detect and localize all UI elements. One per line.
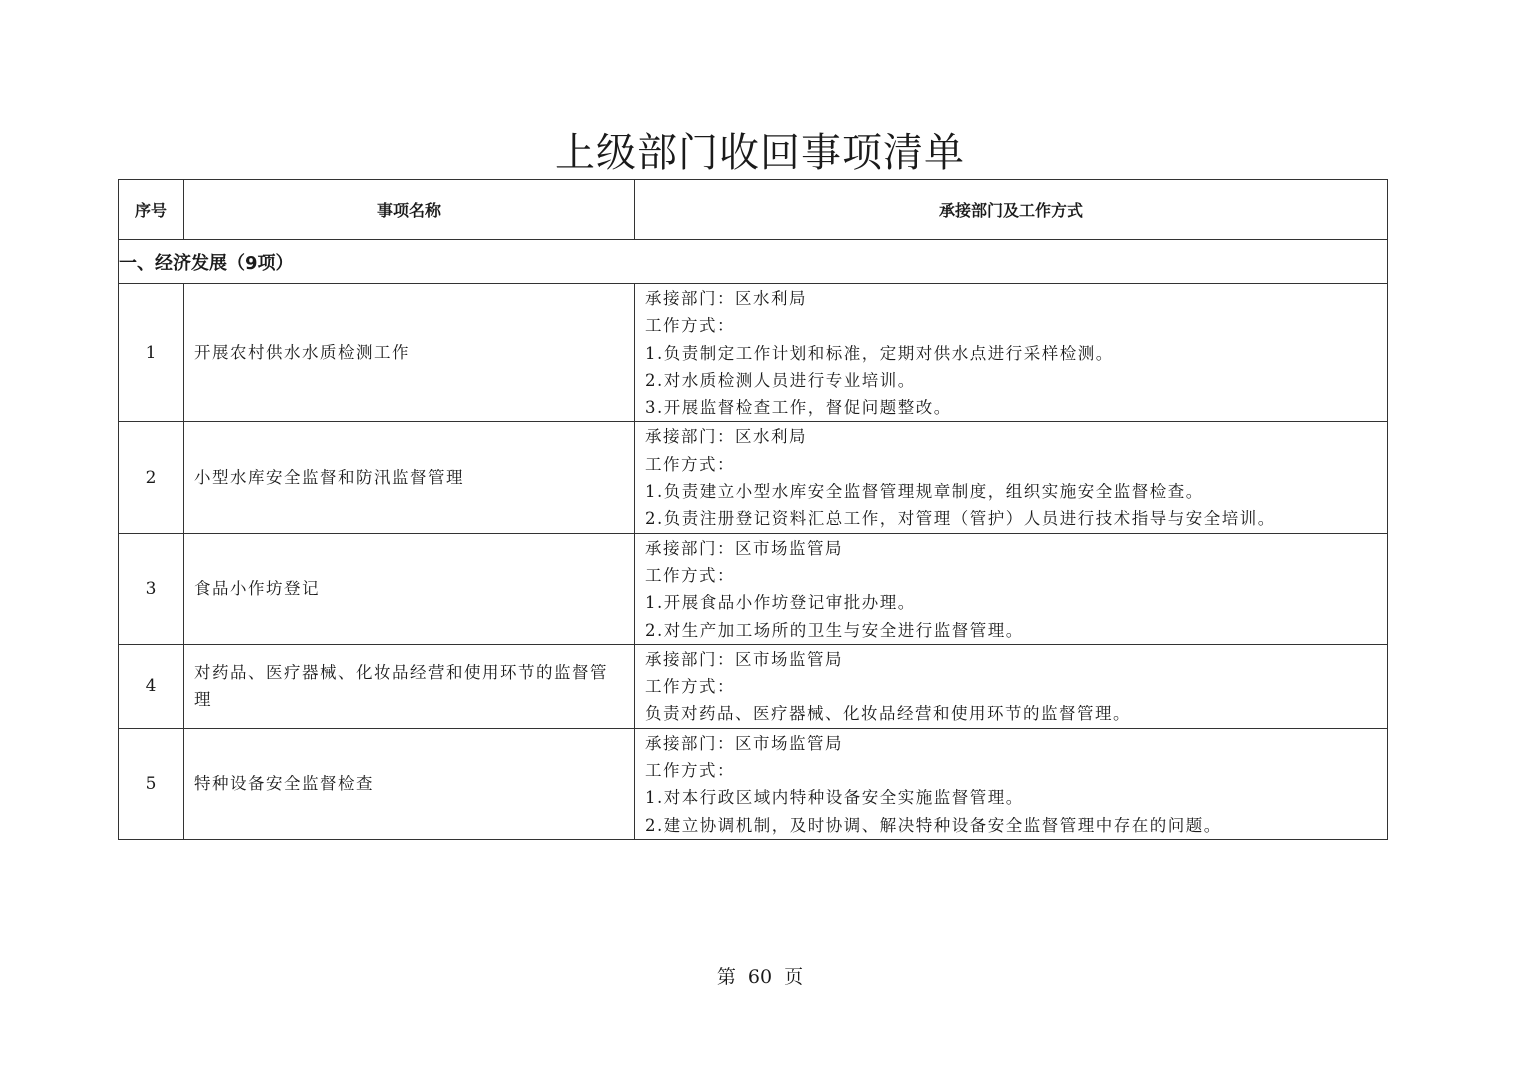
row-seq: 2 [119, 422, 184, 533]
row-seq: 4 [119, 644, 184, 728]
detail-line: 1.负责制定工作计划和标准，定期对供水点进行采样检测。 [645, 343, 1114, 363]
detail-line: 工作方式： [645, 454, 735, 474]
detail-line: 承接部门：区市场监管局 [645, 649, 843, 669]
row-detail [635, 533, 1388, 644]
detail-line: 2.对生产加工场所的卫生与安全进行监督管理。 [645, 620, 1024, 640]
detail-line: 承接部门：区市场监管局 [645, 538, 843, 558]
detail-line: 承接部门：区水利局 [645, 427, 807, 447]
detail-line: 承接部门：区水利局 [645, 289, 807, 308]
detail-line: 工作方式： [645, 677, 735, 697]
section-heading: 一、经济发展（9项） [119, 240, 1388, 284]
column-header-name: 事项名称 [184, 180, 635, 240]
column-header-seq: 序号 [119, 180, 184, 240]
detail-line: 承接部门：区市场监管局 [645, 733, 843, 753]
row-detail [635, 728, 1388, 839]
table-row [119, 533, 1388, 644]
section-row [119, 240, 1388, 284]
detail-line: 2.负责注册登记资料汇总工作，对管理（管护）人员进行技术指导与安全培训。 [645, 509, 1276, 529]
detail-line: 1.开展食品小作坊登记审批办理。 [645, 593, 916, 613]
items-table [118, 179, 1388, 840]
detail-line: 工作方式： [645, 761, 735, 781]
column-header-dept: 承接部门及工作方式 [635, 180, 1388, 240]
row-seq: 5 [119, 728, 184, 839]
detail-line: 工作方式： [645, 316, 735, 336]
row-seq: 1 [119, 284, 184, 422]
detail-line: 2.对水质检测人员进行专业培训。 [645, 370, 916, 390]
row-item-name: 小型水库安全监督和防汛监督管理 [184, 422, 635, 533]
row-detail [635, 422, 1388, 533]
row-item-name: 食品小作坊登记 [184, 533, 635, 644]
detail-line: 2.建立协调机制，及时协调、解决特种设备安全监督管理中存在的问题。 [645, 815, 1222, 835]
row-item-name: 开展农村供水水质检测工作 [184, 284, 635, 422]
row-detail [635, 284, 1388, 422]
page-title: 上级部门收回事项清单 [555, 130, 965, 176]
detail-line: 3.开展监督检查工作，督促问题整改。 [645, 398, 952, 418]
detail-line: 1.对本行政区域内特种设备安全实施监督管理。 [645, 788, 1024, 808]
row-item-name: 特种设备安全监督检查 [184, 728, 635, 839]
detail-line: 1.负责建立小型水库安全监督管理规章制度，组织实施安全监督检查。 [645, 482, 1204, 502]
table-row [119, 728, 1388, 839]
row-item-name: 对药品、医疗器械、化妆品经营和使用环节的监督管理 [184, 644, 635, 728]
table-row [119, 284, 1388, 422]
page-number: 第 60 页 [716, 966, 804, 988]
table-row [119, 644, 1388, 728]
table-header-row [119, 180, 1388, 240]
row-detail [635, 644, 1388, 728]
table-row [119, 422, 1388, 533]
detail-line: 工作方式： [645, 565, 735, 585]
detail-line: 负责对药品、医疗器械、化妆品经营和使用环节的监督管理。 [645, 704, 1131, 724]
row-seq: 3 [119, 533, 184, 644]
